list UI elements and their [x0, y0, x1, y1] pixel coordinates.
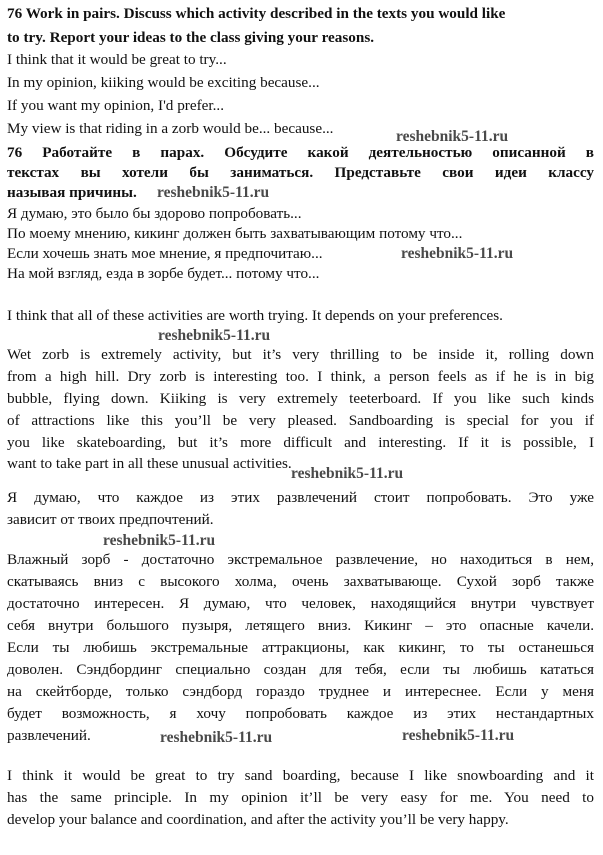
task-ru-line: текстах вы хотели бы заниматься. Представьте свои идеи классу: [7, 164, 594, 181]
answer-ru-line: будет возможность, я хочу попробовать каждое из этих нестандартных: [7, 705, 594, 722]
watermark-text: reshebnik5-11.ru: [157, 184, 270, 201]
watermark-text: reshebnik5-11.ru: [396, 128, 509, 145]
answer-en2-line: develop your balance and coordination, and after the activity you’ll be very happy.: [7, 811, 509, 828]
task-ru-line: называя причины.: [7, 184, 137, 201]
answer-ru-line: Если ты любишь экстремальные аттракционы, как кикинг, то ты останешься: [7, 639, 594, 656]
answer-en-line: you like skateboarding, but it’s more difficult and interesting. If it is possible, I: [7, 434, 594, 451]
phrase-en: If you want my opinion, I'd prefer...: [7, 97, 224, 114]
answer-ru-line: доволен. Сэндбординг специально создан для тебя, если ты любишь кататься: [7, 661, 594, 678]
phrase-en: My view is that riding in a zorb would be... because...: [7, 120, 334, 137]
answer-ru-line: на скейтборде, только сэндборд гораздо труднее и интереснее. Если у меня: [7, 683, 594, 700]
watermark-text: reshebnik5-11.ru: [103, 532, 216, 549]
answer-en-line: Wet zorb is extremely activity, but it’s very thrilling to be inside it, rolling down: [7, 346, 594, 363]
answer-ru-intro: зависит от твоих предпочтений.: [7, 511, 214, 528]
answer-ru-line: скатываясь вниз с высокого холма, очень захватывающе. Сухой зорб также: [7, 573, 594, 590]
answer-en-line: bubble, flying down. Kiiking is very extremely teeterboard. If you like such kinds: [7, 390, 594, 407]
answer-en-line: of attractions like this you’ll be very pleased. Sandboarding is special for you if: [7, 412, 594, 429]
answer-en-line: from a high hill. Dry zorb is interesting too. I think, a person feels as if he is in big: [7, 368, 594, 385]
task-en-line: 76 Work in pairs. Discuss which activity described in the texts you would like: [7, 5, 506, 22]
watermark-text: reshebnik5-11.ru: [402, 727, 515, 744]
watermark-text: reshebnik5-11.ru: [401, 245, 514, 262]
task-ru-line: 76 Работайте в парах. Обсудите какой деятельностью описанной в: [7, 144, 594, 161]
answer-en2-line: has the same principle. In my opinion it’ll be very easy for me. You need to: [7, 789, 594, 806]
phrase-en: In my opinion, kiiking would be exciting because...: [7, 74, 320, 91]
answer-ru-line: развлечений.: [7, 727, 91, 744]
answer-en-line: want to take part in all these unusual activities.: [7, 455, 292, 472]
answer-ru-line: достаточно интересен. Я думаю, что человек, находящийся внутри чувствует: [7, 595, 594, 612]
task-en-line: to try. Report your ideas to the class giving your reasons.: [7, 29, 375, 46]
answer-ru-intro: Я думаю, что каждое из этих развлечений стоит попробовать. Это уже: [7, 489, 594, 506]
answer-en2-line: I think it would be great to try sand boarding, because I like snowboarding and it: [7, 767, 594, 784]
answer-ru-line: Влажный зорб - достаточно экстремальное развлечение, но находиться в нем,: [7, 551, 594, 568]
phrase-en: I think that it would be great to try...: [7, 51, 227, 68]
phrase-ru: На мой взгляд, езда в зорбе будет... потому что...: [7, 265, 320, 282]
phrase-ru: По моему мнению, кикинг должен быть захватывающим потому что...: [7, 225, 463, 242]
phrase-ru: Если хочешь знать мое мнение, я предпочитаю...: [7, 245, 323, 262]
phrase-ru: Я думаю, это было бы здорово попробовать...: [7, 205, 302, 222]
watermark-text: reshebnik5-11.ru: [160, 729, 273, 746]
watermark-text: reshebnik5-11.ru: [291, 465, 404, 482]
answer-ru-line: себя внутри большого пузыря, летящего вниз. Кикинг – это опасные качели.: [7, 617, 594, 634]
answer-en-intro: I think that all of these activities are worth trying. It depends on your preferences.: [7, 307, 503, 324]
watermark-text: reshebnik5-11.ru: [158, 327, 271, 344]
